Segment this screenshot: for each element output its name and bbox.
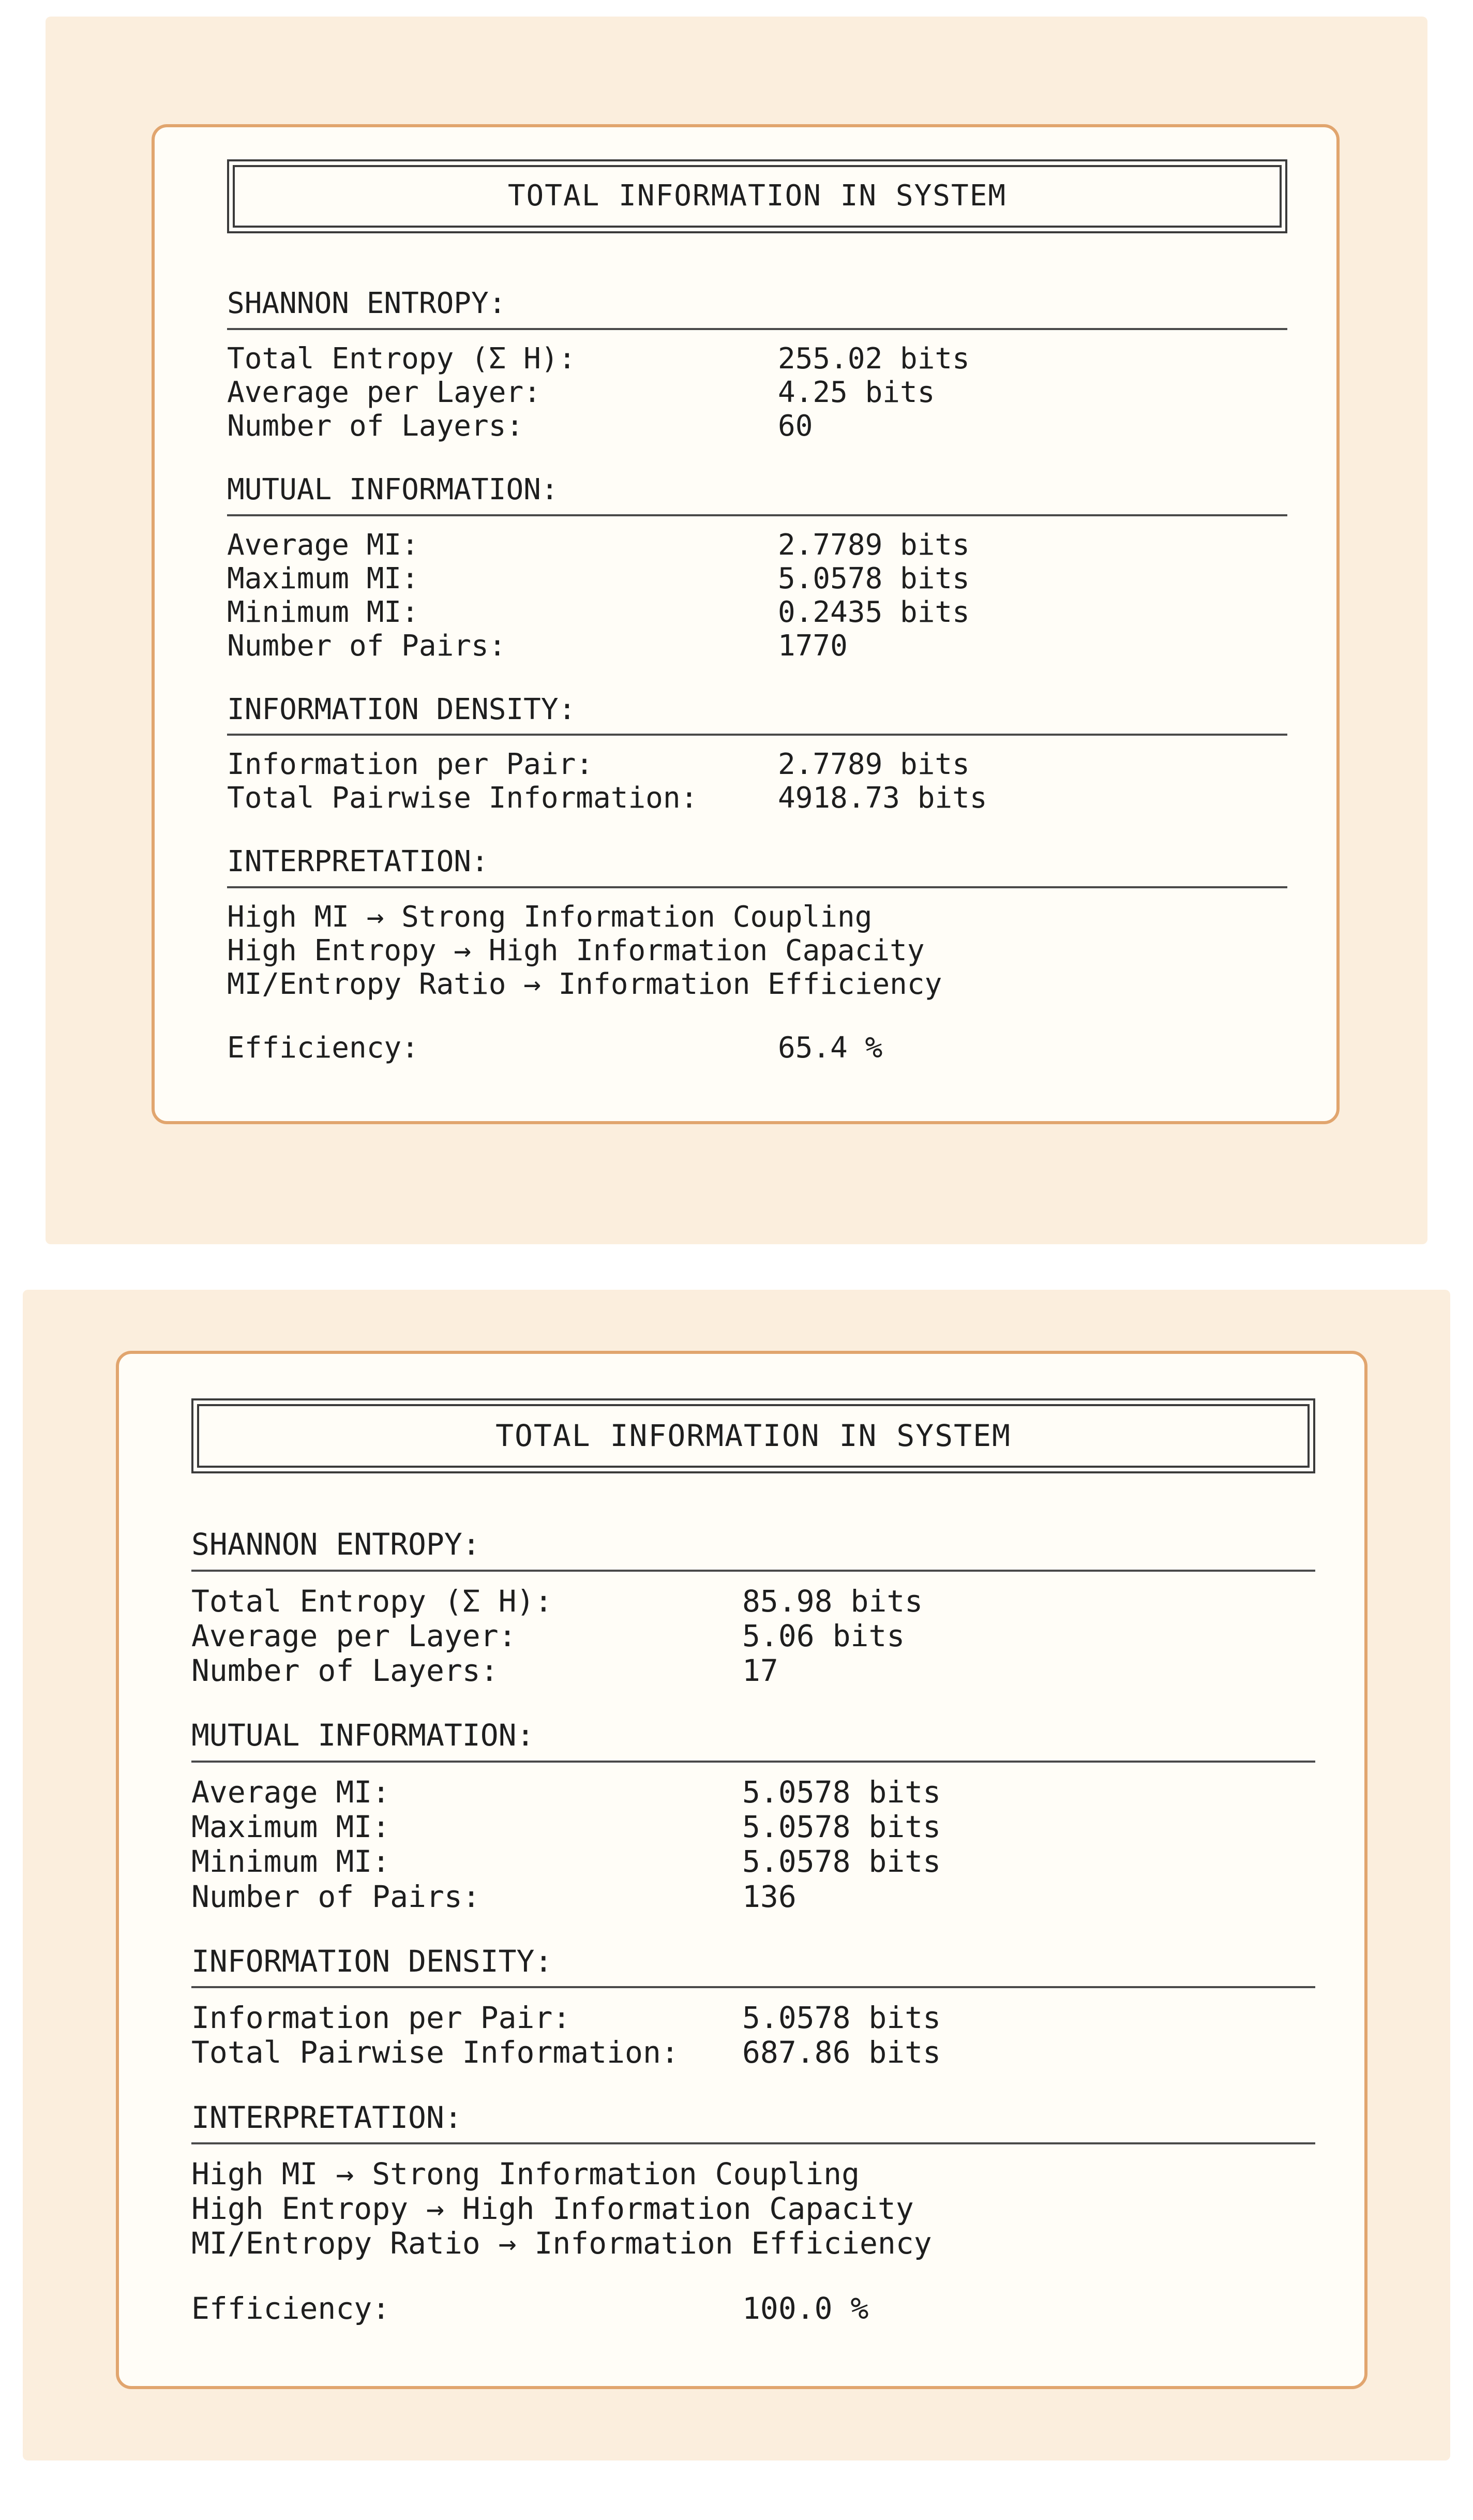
- section-header: INFORMATION DENSITY:: [227, 692, 576, 726]
- data-row: [191, 2001, 1315, 2035]
- row-value: 0.2435 bits: [778, 595, 970, 629]
- data-row: [191, 1653, 1315, 1688]
- report-card-2: [116, 1351, 1367, 2389]
- row-value: 17: [742, 1653, 778, 1689]
- section-divider: [191, 1570, 1315, 1572]
- page: [0, 17, 1473, 2461]
- row-label: Total Pairwise Information:: [227, 781, 698, 815]
- section-header: MUTUAL INFORMATION:: [227, 472, 559, 506]
- row-label: Minimum MI:: [191, 1844, 390, 1880]
- section-divider: [227, 886, 1287, 888]
- row-label: Number of Pairs:: [227, 629, 506, 663]
- section-shannon-entropy: [191, 1527, 1315, 1688]
- row-value: 4.25 bits: [778, 375, 935, 409]
- title-box: [191, 1398, 1315, 1473]
- row-value: 4918.73 bits: [778, 781, 987, 815]
- section-mutual-information: [227, 473, 1287, 663]
- efficiency-label: Efficiency:: [227, 1031, 419, 1065]
- report-panel-2: [23, 1290, 1450, 2461]
- row-label: Number of Pairs:: [191, 1878, 480, 1914]
- section-header: MUTUAL INFORMATION:: [191, 1718, 535, 1753]
- efficiency-row: [227, 1032, 1287, 1065]
- row-value: 5.0578 bits: [742, 1774, 941, 1810]
- data-row: [191, 1584, 1315, 1619]
- row-value: 2.7789 bits: [778, 748, 970, 782]
- report-panel-1: [46, 17, 1427, 1244]
- row-label: Maximum MI:: [227, 561, 419, 595]
- row-value: 1770: [778, 629, 848, 663]
- row-label: Information per Pair:: [191, 2000, 571, 2036]
- row-value: 85.98 bits: [742, 1583, 923, 1619]
- data-row: [227, 529, 1287, 562]
- row-label: Total Entropy (Σ H):: [191, 1583, 553, 1619]
- row-value: 5.0578 bits: [742, 2000, 941, 2036]
- data-row: [227, 410, 1287, 443]
- data-row: [191, 1880, 1315, 1914]
- section-information-density: [191, 1944, 1315, 2070]
- data-row: [191, 1619, 1315, 1653]
- section-divider: [191, 1761, 1315, 1763]
- row-value: 2.7789 bits: [778, 528, 970, 562]
- row-label: Average per Layer:: [191, 1618, 517, 1653]
- row-value: 5.0578 bits: [742, 1809, 941, 1845]
- data-row: [227, 630, 1287, 663]
- section-header: INFORMATION DENSITY:: [191, 1943, 553, 1979]
- row-label: Maximum MI:: [191, 1809, 390, 1845]
- row-label: Number of Layers:: [191, 1653, 499, 1689]
- section-header: SHANNON ENTROPY:: [227, 286, 506, 320]
- row-label: Total Pairwise Information:: [191, 2035, 679, 2070]
- section-shannon-entropy: [227, 287, 1287, 443]
- section-header: SHANNON ENTROPY:: [191, 1527, 480, 1562]
- section-header: INTERPRETATION:: [227, 845, 489, 879]
- row-value: 5.0578 bits: [778, 561, 970, 595]
- interpretation-line: MI/Entropy Ratio → Information Efficiency: [191, 2226, 932, 2261]
- interpretation-line: High Entropy → High Information Capacity: [191, 2191, 914, 2227]
- row-label: Average MI:: [227, 528, 419, 562]
- data-row: [227, 376, 1287, 410]
- data-row: [191, 2035, 1315, 2070]
- interpretation-line: High MI → Strong Information Coupling: [227, 900, 873, 934]
- data-row: [191, 1810, 1315, 1844]
- row-value: 255.02 bits: [778, 341, 970, 376]
- row-label: Minimum MI:: [227, 595, 419, 629]
- row-value: 136: [742, 1878, 796, 1914]
- section-divider: [227, 514, 1287, 516]
- section-divider: [227, 328, 1287, 330]
- row-label: Information per Pair:: [227, 748, 594, 782]
- interpretation-line: High MI → Strong Information Coupling: [191, 2156, 860, 2191]
- section-information-density: [227, 693, 1287, 816]
- interpretation-line: MI/Entropy Ratio → Information Efficiency: [227, 967, 942, 1002]
- section-interpretation: [227, 845, 1287, 1002]
- efficiency-value: 65.4 %: [778, 1031, 883, 1065]
- interpretation-line: High Entropy → High Information Capacity: [227, 934, 925, 968]
- data-row: [227, 562, 1287, 596]
- row-value: 5.0578 bits: [742, 1844, 941, 1880]
- data-row: [191, 1844, 1315, 1879]
- row-label: Average per Layer:: [227, 375, 541, 409]
- section-divider: [227, 734, 1287, 736]
- section-divider: [191, 2142, 1315, 2144]
- row-label: Average MI:: [191, 1774, 390, 1810]
- row-value: 687.86 bits: [742, 2035, 941, 2070]
- data-row: [227, 596, 1287, 630]
- report-title: TOTAL INFORMATION IN SYSTEM: [197, 1404, 1310, 1468]
- efficiency-label: Efficiency:: [191, 2290, 390, 2326]
- data-row: [227, 342, 1287, 376]
- section-header: INTERPRETATION:: [191, 2099, 462, 2135]
- section-mutual-information: [191, 1718, 1315, 1914]
- section-divider: [191, 1986, 1315, 1988]
- section-interpretation: [191, 2100, 1315, 2261]
- efficiency-row: [191, 2291, 1315, 2326]
- row-value: 60: [778, 409, 813, 443]
- title-box: [227, 159, 1287, 233]
- report-title: TOTAL INFORMATION IN SYSTEM: [233, 165, 1282, 228]
- report-card-1: [152, 124, 1340, 1124]
- row-label: Total Entropy (Σ H):: [227, 341, 576, 376]
- data-row: [227, 748, 1287, 782]
- data-row: [191, 1775, 1315, 1810]
- efficiency-value: 100.0 %: [742, 2290, 869, 2326]
- row-value: 5.06 bits: [742, 1618, 905, 1653]
- row-label: Number of Layers:: [227, 409, 524, 443]
- data-row: [227, 782, 1287, 815]
